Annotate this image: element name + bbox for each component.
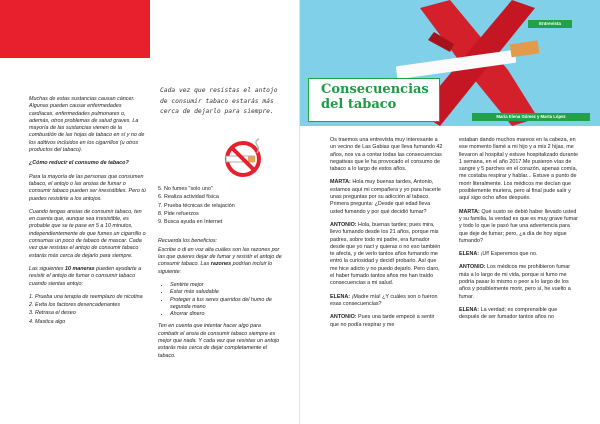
interview-turn: MARTA: Qué susto se debió haber llevado usted y su familia, la verdad es que es muy grave fumar y todo lo que le pasó fue una advertencia para que deje de fumar; pero, ¿a día de hoy sigue fumando?: [459, 208, 578, 244]
interview-turn: ELENA: ¡Madre mía! ¿Y cuáles son o fueron esas consecuencias?: [330, 293, 438, 307]
article-title: Consecuencias del tabaco: [321, 82, 429, 112]
question-heading: ¿Cómo reducir el consumo de tabaco?: [29, 160, 129, 167]
interview-continuation: estaban dando muchos mareos en la cabeza, en ese momento llamé a mi hijo y a mis 2 hijas, me llevaron al hospital y estuve hospitalizado durante 1 semana, en el año 2017.Me pusieron vías de sangre y 5 parches en el corazón, apenas comía, me costaba respirar y hablar... Estuve a punto de morir literalmente. Los médicos me decían que posiblemente muriera, pero al final pude salir y aquí sigo ocho años después.: [459, 137, 578, 202]
list-item: 7. Prueba técnicas de relajación: [158, 202, 235, 209]
interview-turn: MARTA: Hola muy buenas tardes, Antonio, estamos aquí mi compañera y yo para hacerle unas preguntas por su adicción al tabaco. Primera pregunta: ¿Desde qué edad lleva usted fumando y por qué decidió fumar?: [330, 179, 441, 215]
title-box: [308, 78, 440, 122]
intro-paragraph: Muchas de estas sustancias causan cáncer. Algunas pueden causar enfermedades cardíacas, enfermedades pulmonares o, además, otros problemas de salud graves. La mayoría de las sustancias vienen de la combustión de las hojas de tabaco en sí y no de los aditivos incluidos en los cigarrillos (u otros productos del tabaco).: [29, 96, 145, 154]
interview-column-right: [459, 137, 579, 328]
section-tag: Entrevista: [528, 20, 572, 28]
right-page: [300, 0, 600, 424]
interview-column-left: [330, 137, 443, 335]
list-item: 6. Realiza actividad física: [158, 194, 219, 201]
list-item: 8. Pide refuerzos: [158, 210, 199, 217]
benefits-paragraph: Escribe o di en voz alta cuáles son las razones por las que quieres dejar de fumar y resistir el antojo de consumir tabaco. Las razones podrían incluir lo siguiente:: [158, 246, 282, 275]
list-item: • Estar más saludable: [170, 289, 282, 296]
tips-list-b: [158, 186, 282, 226]
paragraph-cravings: Para la mayoría de las personas que consumen tabaco, el antojo o las ansias de fumar o consumir tabaco pueden ser irresistibles. Pero tú puedes resistirte a los antojos.: [29, 173, 146, 202]
list-item: 3. Retrasa el deseo: [29, 310, 76, 317]
interview-turn: ANTONIO: Pues una tarde empecé a sentir que no podía respirar y me: [330, 314, 435, 328]
interview-turn: ELENA: La verdad; es comprensible que después de ser fumador tantos años no: [459, 306, 558, 321]
list-item: 1. Prueba una terapia de reemplazo de nicotina: [29, 293, 143, 300]
red-band-decoration: [0, 0, 150, 58]
benefits-title: Recuerda los beneficios:: [158, 238, 218, 245]
closing-paragraph: Ten en cuenta que intentar hacer algo para combatir el ansia de consumir tabaco siempre es mejor que nada. Y cada vez que resistas un antojo estarás más cerca de dejar completamente el tabaco.: [158, 323, 280, 359]
list-item: 2. Evita los factores desencadenantes: [29, 302, 121, 309]
paragraph-ten-ways: Las siguientes 10 maneras pueden ayudarte a resistir el antojo de fumar o consumir tabaco cuando sientas antojo:: [29, 265, 142, 287]
byline: María Elena Gómez y Marta López: [472, 113, 590, 121]
interview-turn: ANTONIO: Los médicos me prohibieron fumar más a lo largo de mi vida, porque si fumo me podría pasar lo mismo o peor a lo largo de los años y posiblemente morir, pero sí, he vuelto a fumar.: [459, 264, 571, 300]
left-column: [29, 96, 146, 331]
pull-quote: Cada vez que resistas el antojo de consumir tabaco estarás más cerca de dejarlo para siempre.: [160, 87, 278, 115]
list-item: • Ahorrar dinero: [170, 311, 282, 318]
tips-list-a: [29, 294, 146, 326]
list-item: 4. Mastica algo: [29, 318, 66, 325]
right-column: [158, 186, 282, 366]
list-item: 9. Busca ayuda en Internet: [158, 219, 223, 226]
interview-intro: Os traemos una entrevista muy interesante a un vecino de Las Gabias que lleva fumando 42 años, nos va a contar todas las consecuencias negativas que le ha provocado el consumo de tabaco a lo largo de estos años.: [330, 137, 443, 173]
list-item: • Proteger a tus seres queridos del humo de segunda mano: [170, 297, 282, 312]
interview-turn: ANTONIO: Hola, buenas tardes; pues mira, llevo fumando desde los 21 años, porque mis padres, sobre todo mi padre, era fumador desde que yo nací y quieras o no eso también te afecta, y de verlo tantos años fumando me entró la curiosidad y decidí probarlo. Así que me hice adicto y no puedo dejarlo. Pero claro, el haber fumado tantos años me han traído consecuencias a mi salud.: [330, 221, 441, 287]
benefits-list: [158, 282, 282, 318]
list-item: 5. No fumes "solo uno": [158, 186, 213, 192]
interview-turn: ELENA: ¡Uf! Esperemos que no.: [459, 251, 538, 258]
no-smoking-icon: [212, 138, 274, 180]
list-item: • Sentirte mejor: [170, 282, 282, 289]
paragraph-minutes: Cuando tengas ansias de consumir tabaco, ten en cuenta que, aunque sea irresistible, es probable que se te pase en 5 a 10 minutos, independientemente de que fumes un cigarrillo o consumas un poco de tabaco de mascar. Cada vez que resistas el antojo de consumir tabaco estarás más cerca de dejarlo para siempre.: [29, 208, 146, 259]
hero-image: [300, 0, 600, 126]
